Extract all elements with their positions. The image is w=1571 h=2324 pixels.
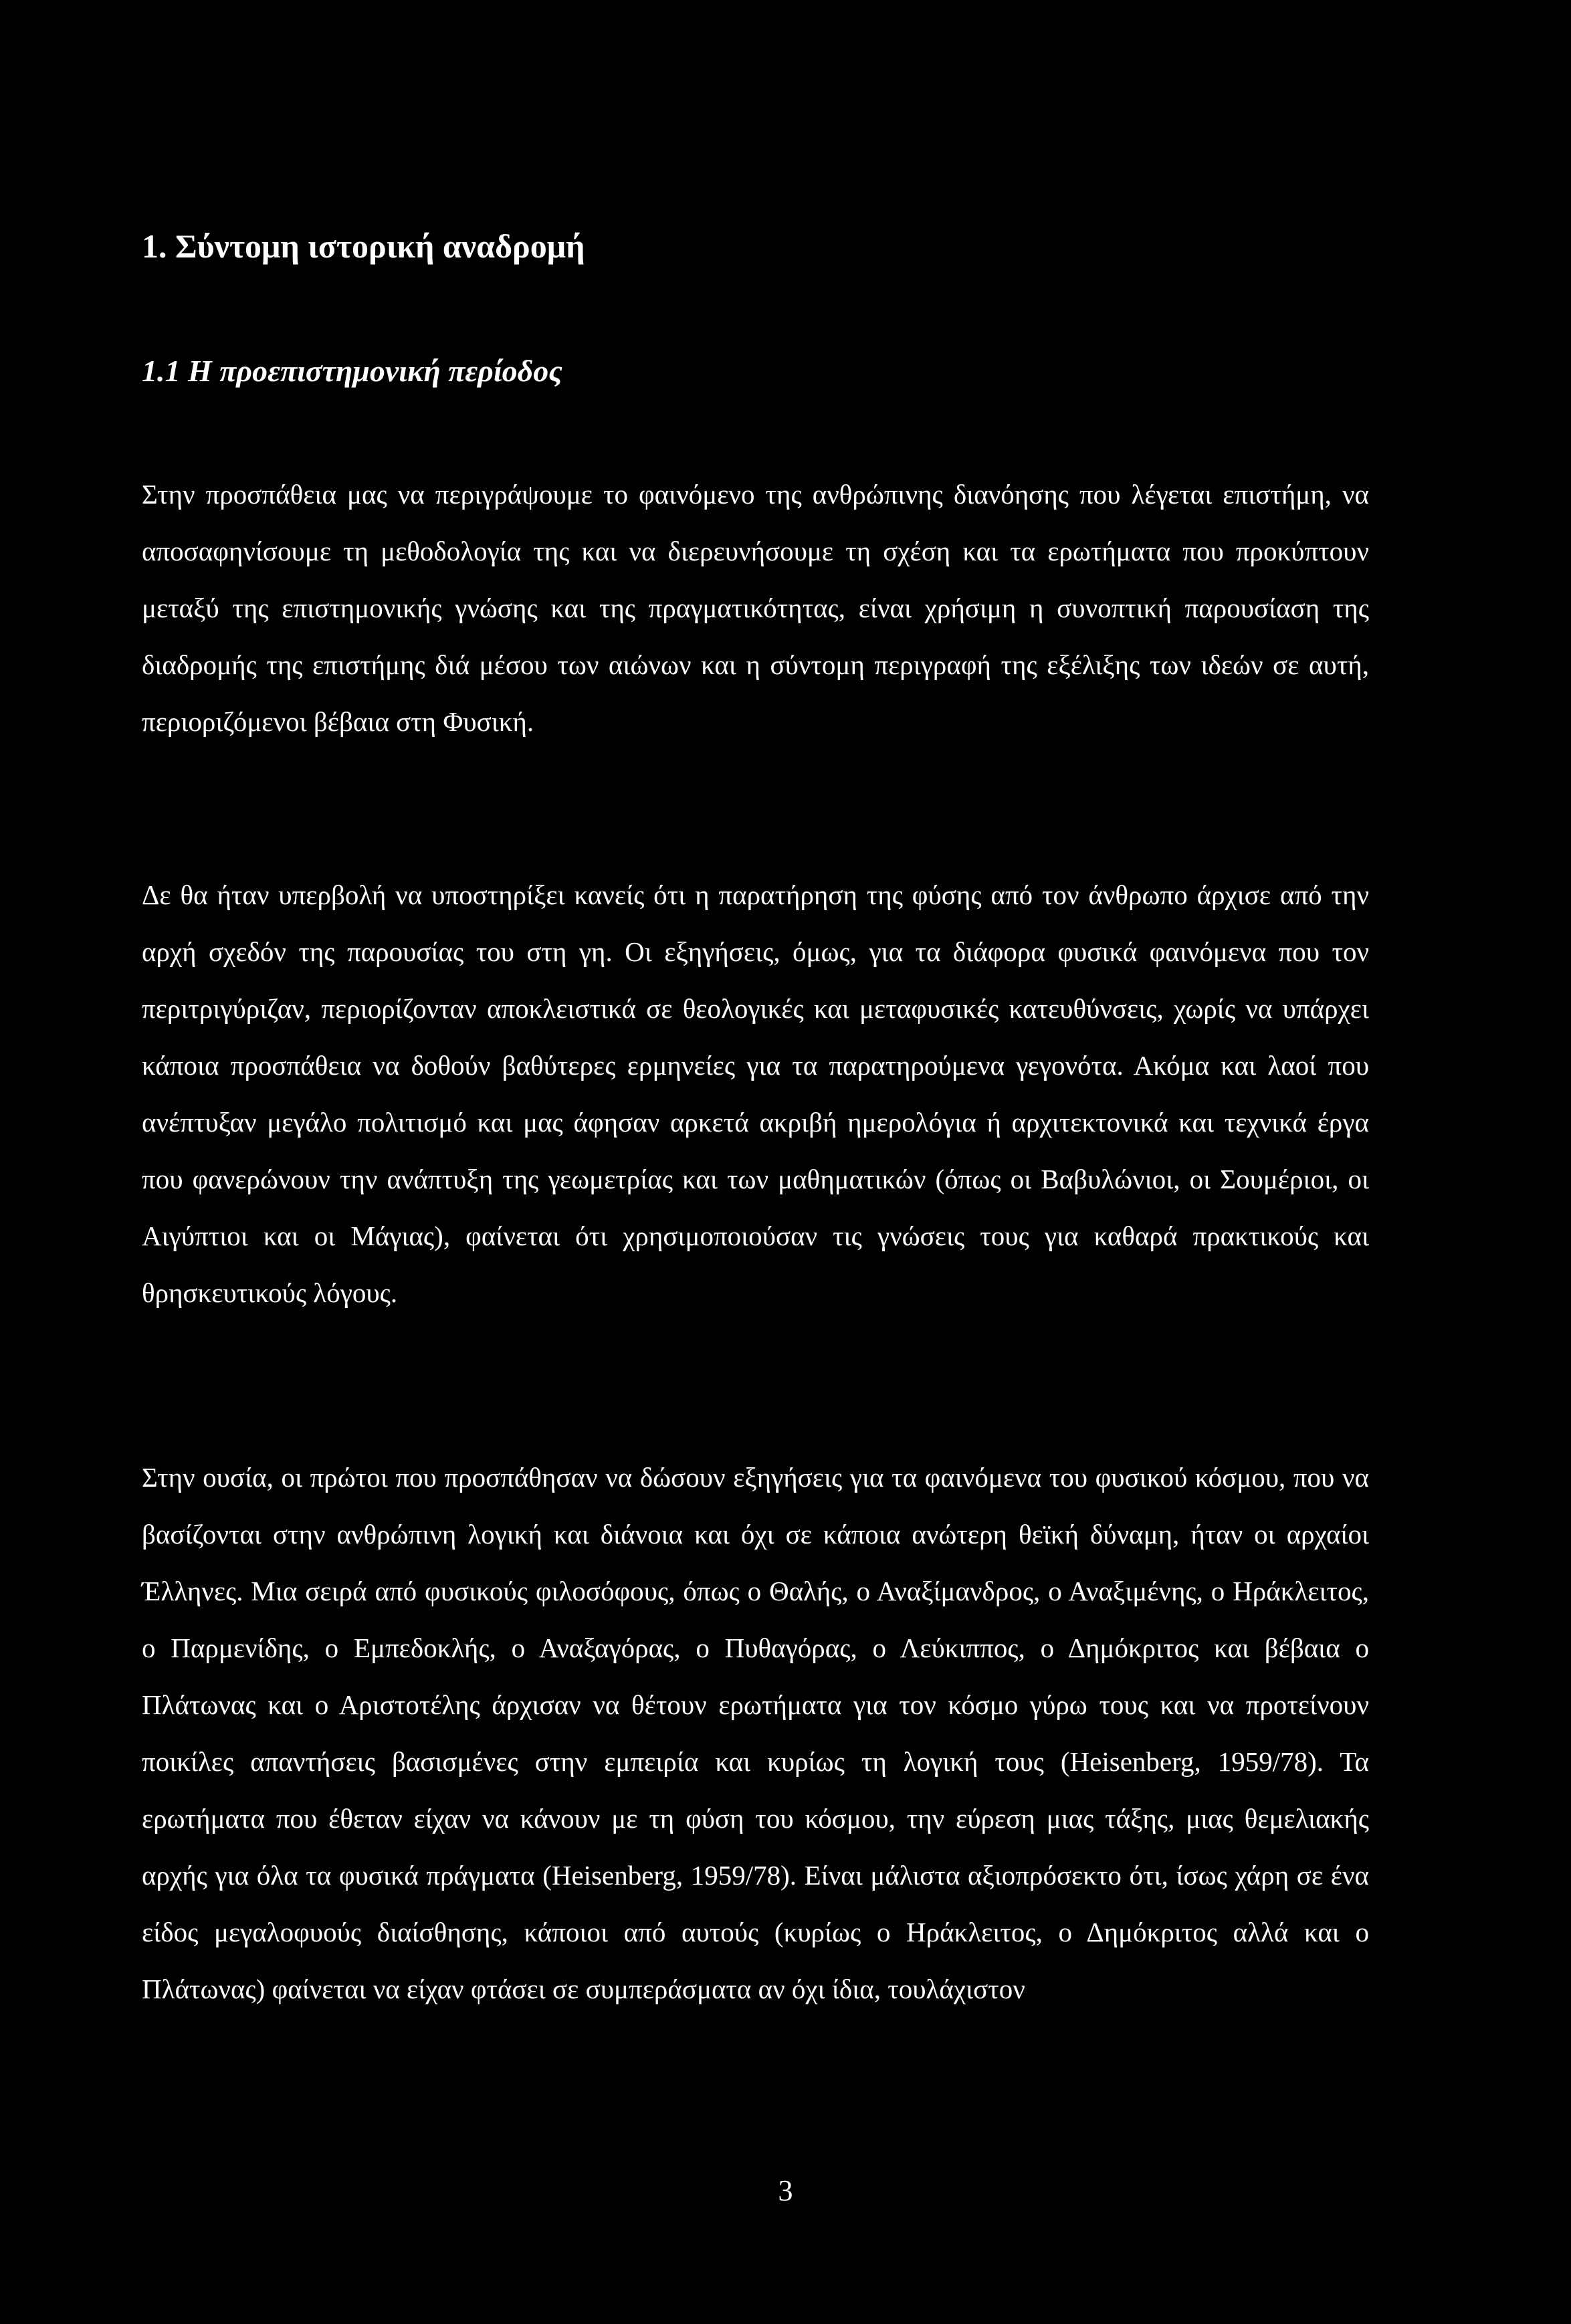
paragraph-early-observation: Δε θα ήταν υπερβολή να υποστηρίξει κανείς ότι η παρατήρηση της φύσης από τον άνθρωπο άρχισε από την αρχή σχεδόν της παρουσίας του στη γη. Οι εξηγήσεις, όμως, για τα διάφορα φυσικά φαινόμενα που τον περιτριγύριζαν, περιορίζονταν αποκλειστικά σε θεολογικές και μεταφυσικές κατευθύνσεις, χωρίς να υπάρχει κάποια προσπάθεια να δοθούν βαθύτερες ερμηνείες για τα παρατηρούμενα γεγονότα. Ακόμα και λαοί που ανέπτυξαν μεγάλο πολιτισμό και μας άφησαν αρκετά ακριβή ημερολόγια ή αρχιτεκτονικά και τεχνικά έργα που φανερώνουν την ανάπτυξη της γεωμετρίας και των μαθηματικών (όπως οι Βαβυλώνιοι, οι Σουμέριοι, οι Αιγύπτιοι και οι Μάγιας), φαίνεται ότι χρησιμοποιούσαν τις γνώσεις τους για καθαρά πρακτικούς και θρησκευτικούς λόγους. bbox=[142, 879, 1369, 1308]
page-number: 3 bbox=[778, 2174, 793, 2207]
paragraph-ancient-greeks: Στην ουσία, οι πρώτοι που προσπάθησαν να δώσουν εξηγήσεις για τα φαινόμενα του φυσικού κόσμου, που να βασίζονται στην ανθρώπινη λογική και διάνοια και όχι σε κάποια ανώτερη θεϊκή δύναμη, ήταν οι αρχαίοι Έλληνες. Μια σειρά από φυσικούς φιλοσόφους, όπως ο Θαλής, ο Αναξίμανδρος, ο Αναξιμένης, ο Ηράκλειτος, ο Παρμενίδης, ο Εμπεδοκλής, ο Αναξαγόρας, ο Πυθαγόρας, ο Λεύκιππος, ο Δημόκριτος και βέβαια ο Πλάτωνας και ο Αριστοτέλης άρχισαν να θέτουν ερωτήματα για τον κόσμο γύρω τους και να προτείνουν ποικίλες απαντήσεις βασισμένες στην εμπειρία και κυρίως τη λογική τους (Heisenberg, 1959/78). Τα ερωτήματα που έθεταν είχαν να κάνουν με τη φύση του κόσμου, την εύρεση μιας τάξης, μιας θεμελιακής αρχής για όλα τα φυσικά πράγματα (Heisenberg, 1959/78). Είναι μάλιστα αξιοπρόσεκτο ότι, ίσως χάρη σε ένα είδος μεγαλοφυούς διαίσθησης, κάποιοι από αυτούς (κυρίως ο Ηράκλειτος, ο Δημόκριτος αλλά και ο Πλάτωνας) φαίνεται να είχαν φτάσει σε συμπεράσματα αν όχι ίδια, τουλάχιστον bbox=[142, 1462, 1369, 2004]
section-heading: 1. Σύντομη ιστορική αναδρομή bbox=[142, 227, 585, 265]
subsection-heading: 1.1 Η προεπιστημονική περίοδος bbox=[142, 354, 562, 388]
paragraph-intro: Στην προσπάθεια μας να περιγράψουμε το φαινόμενο της ανθρώπινης διανόησης που λέγεται επιστήμη, να αποσαφηνίσουμε τη μεθοδολογία της και να διερευνήσουμε τη σχέση και τα ερωτήματα που προκύπτουν μεταξύ της επιστημονικής γνώσης και της πραγματικότητας, είναι χρήσιμη η συνοπτική παρουσίαση της διαδρομής της επιστήμης διά μέσου των αιώνων και η σύντομη περιγραφή της εξέλιξης των ιδεών σε αυτή, περιοριζόμενοι βέβαια στη Φυσική. bbox=[142, 479, 1369, 737]
